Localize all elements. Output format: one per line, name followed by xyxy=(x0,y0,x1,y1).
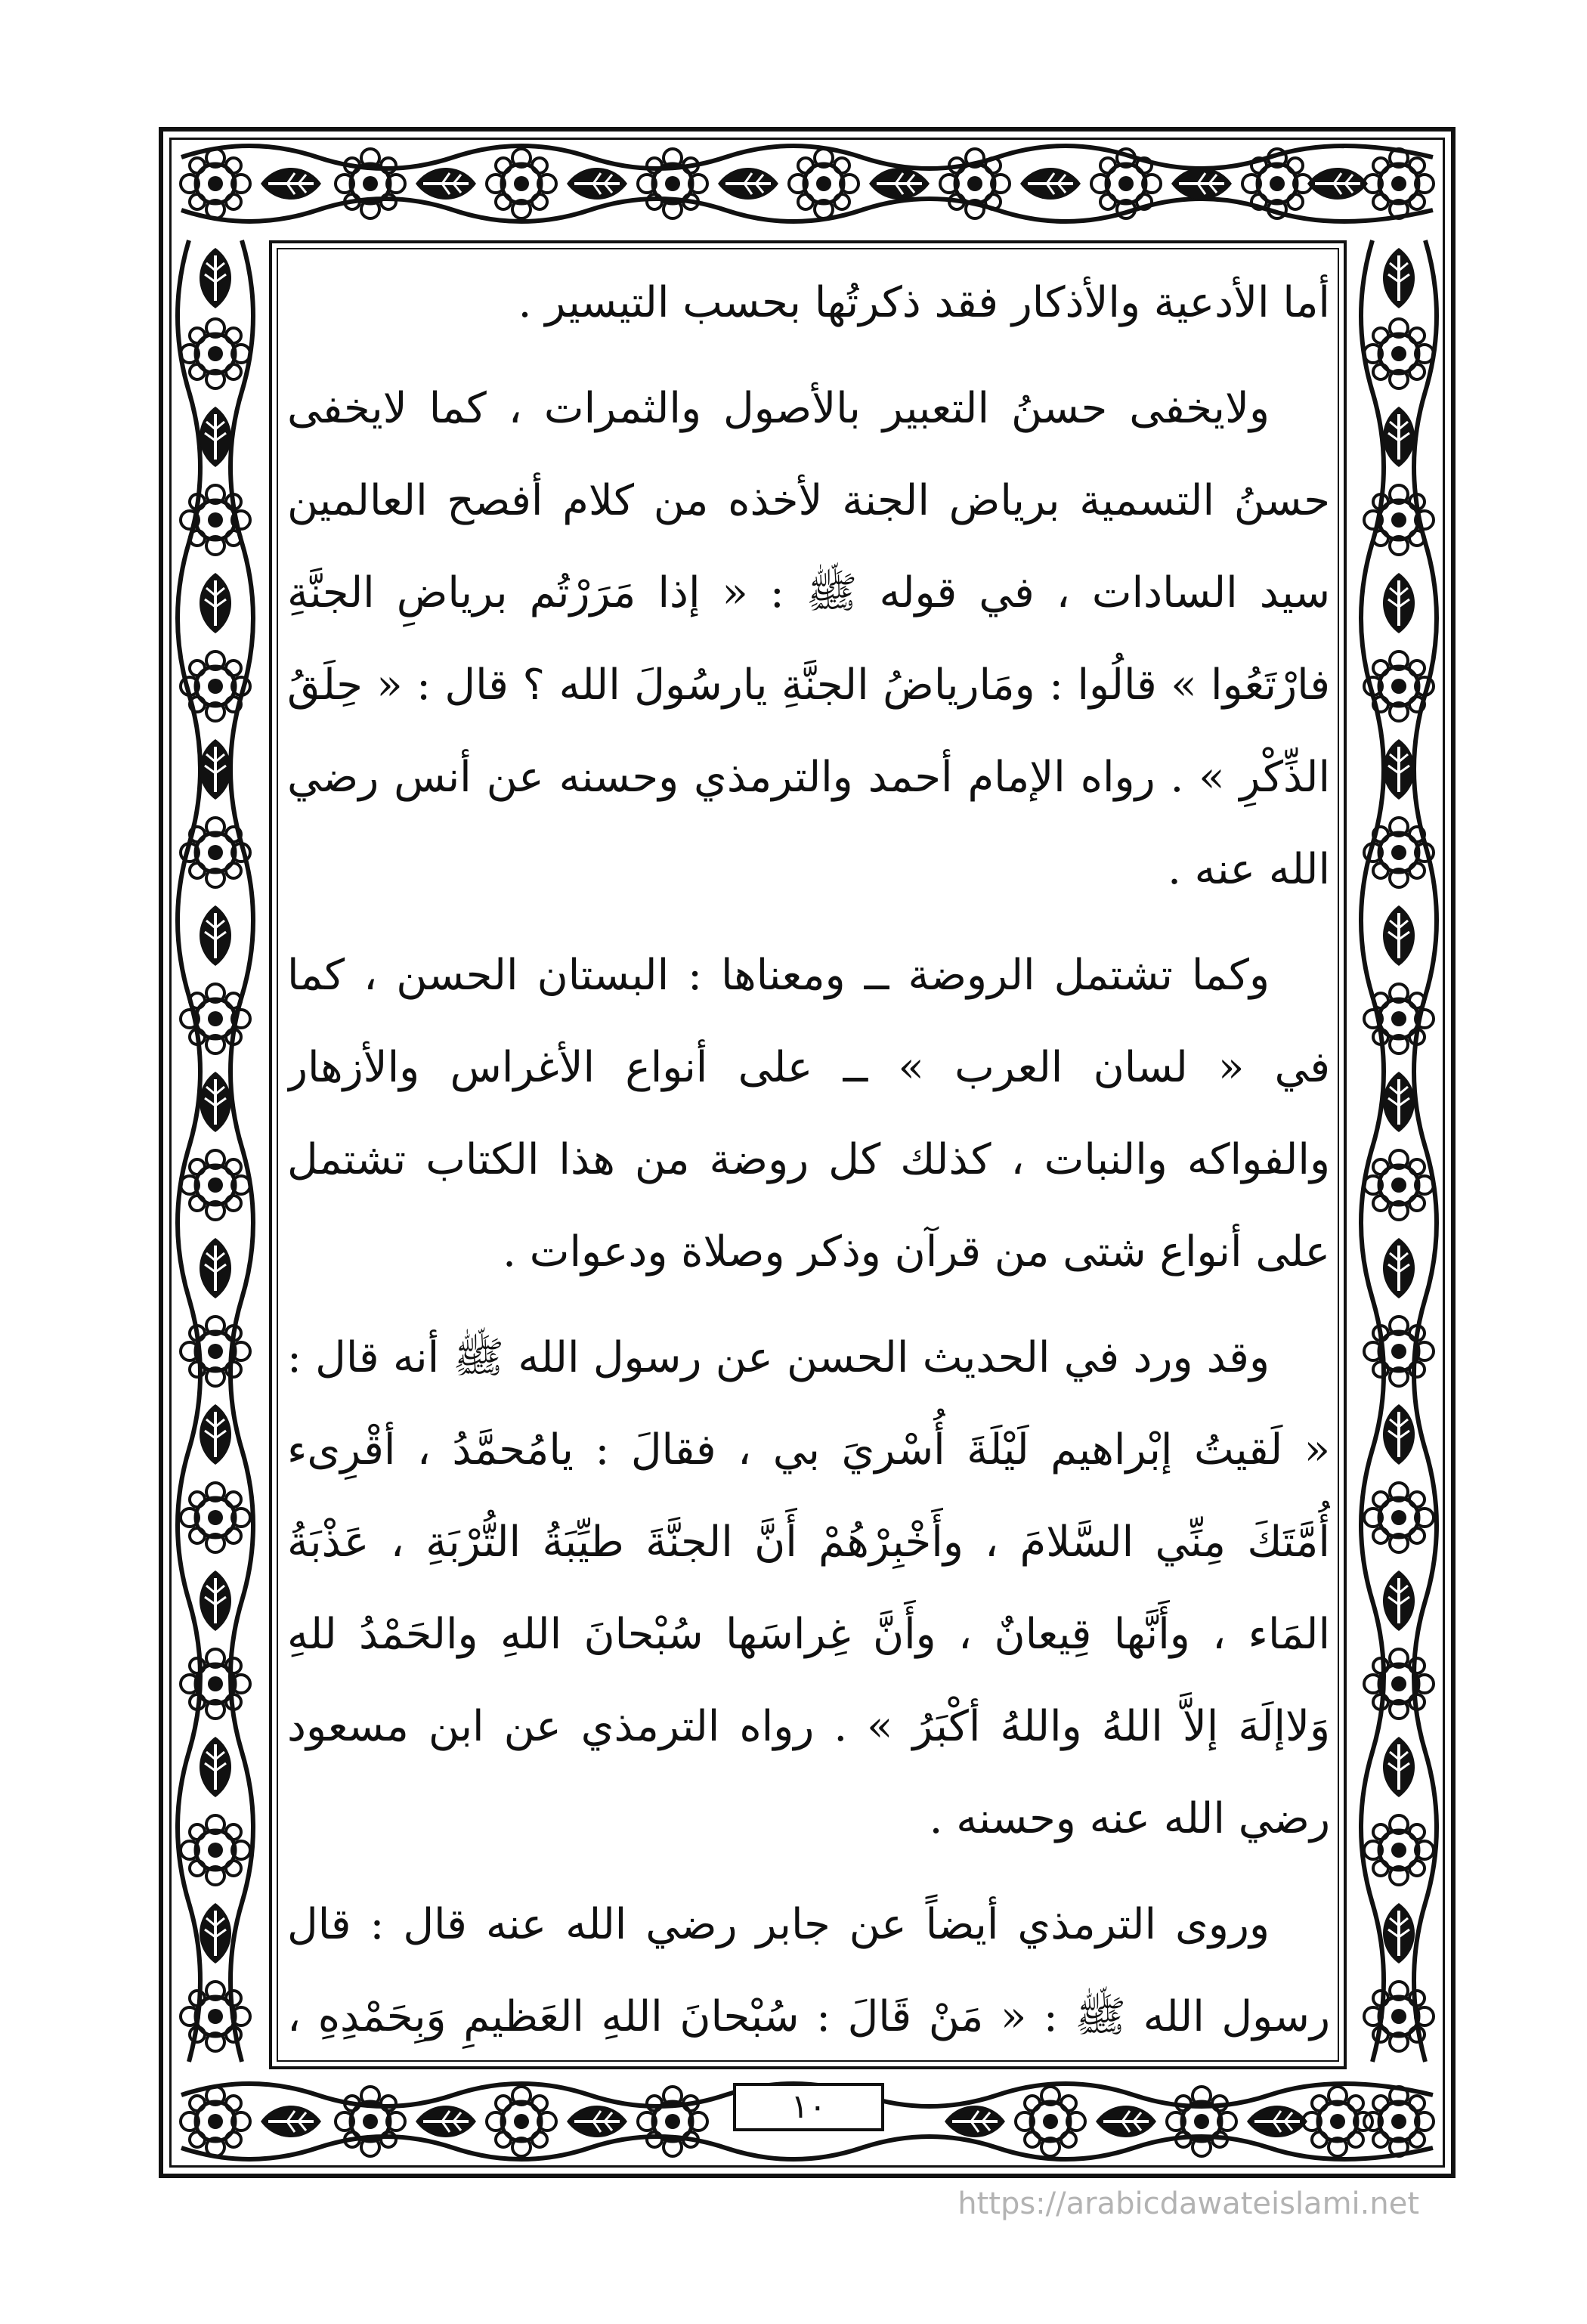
page-body xyxy=(287,257,1330,2056)
paragraph-4: وقد ورد في الحديث الحسن عن رسول الله ﷺ أنه قال : « لَقيتُ إبْراهيم لَيْلَةَ أُسْريَ بي ، فقالَ : يامُحمَّدُ ، أقْرِىء أُمَّتَكَ مِنِّي السَّلامَ ، وأَخْبِرْهُمْ أَنَّ الجنَّةَ طيِّبَةُ التُّرْبَةِ ، عَذْبَةُ المَاء ، وأَنَّها قِيعانٌ ، وأَنَّ غِراسَها سُبْحانَ اللهِ والحَمْدُ للهِ وَلاإلَهَ إلاَّ اللهُ واللهُ أكْبَرُ » . رواه الترمذي عن ابن مسعود رضي الله عنه وحسنه . xyxy=(287,1333,1330,1843)
watermark-url: https://arabicdawateislami.net xyxy=(957,2186,1419,2221)
paragraph-2: ولايخفى حسنُ التعبير بالأصول والثمرات ، كما لايخفى حسنُ التسمية برياض الجنة لأخذه من كلام أفصح العالمين سيد السادات ، في قوله ﷺ : « إذا مَرَرْتُم برياضِ الجنَّةِ فارْتَعُوا » قالُوا : ومَارياضُ الجنَّةِ يارسُولَ الله ؟ قال : « حِلَقُ الذِّكْرِ » . رواه الإمام أحمد والترمذي وحسنه عن أنس رضي الله عنه . xyxy=(287,384,1330,894)
paragraph-1: أما الأدعية والأذكار فقد ذكرتُها بحسب التيسير . xyxy=(518,278,1330,327)
paragraph-5: وروى الترمذي أيضاً عن جابر رضي الله عنه قال : قال رسول الله ﷺ : « مَنْ قَالَ : سُبْحانَ اللهِ العَظيمِ وَبِحَمْدِهِ ، xyxy=(287,1900,1330,2041)
paragraph-3: وكما تشتمل الروضة ــ ومعناها : البستان الحسن ، كما في « لسان العرب » ــ على أنواع الأغراس والأزهار والفواكه والنبات ، كذلك كل روضة من هذا الكتاب تشتمل على أنواع شتى من قرآن وذكر وصلاة ودعوات . xyxy=(287,951,1330,1276)
page-number: ١٠ xyxy=(733,2083,884,2131)
